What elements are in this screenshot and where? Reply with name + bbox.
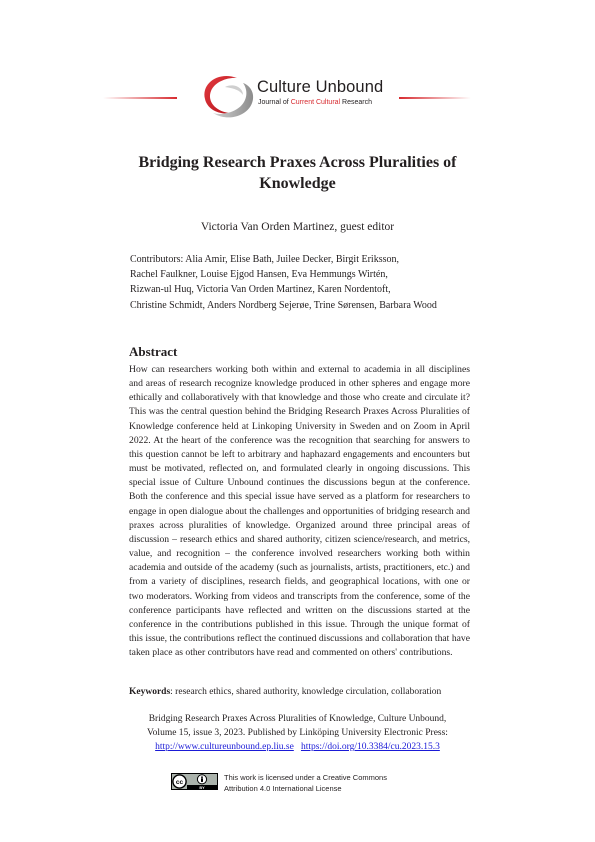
- article-title: Bridging Research Praxes Across Pluralities of Knowledge: [138, 154, 457, 192]
- contributors-line: Rizwan-ul Huq, Victoria Van Orden Martinez, Karen Nordentoft,: [130, 284, 391, 296]
- contributors-line: Rachel Faulkner, Louise Ejgod Hansen, Eva Hemmungs Wirtén,: [130, 269, 388, 281]
- keywords-label: Keywords: [129, 687, 171, 697]
- citation-line: Volume 15, issue 3, 2023. Published by Linköping University Electronic Press:: [147, 728, 448, 738]
- license-notice: [224, 773, 387, 794]
- contributors-line: Contributors: Alia Amir, Elise Bath, Juilee Decker, Birgit Eriksson,: [130, 254, 399, 265]
- license-line: This work is licensed under a Creative Commons: [224, 773, 387, 782]
- journal-name: Culture Unbound: [257, 78, 384, 96]
- doi-link[interactable]: https://doi.org/10.3384/cu.2023.15.3: [300, 742, 440, 752]
- cc-badge-by: BY: [199, 786, 205, 790]
- contributors-list: [130, 252, 470, 313]
- abstract-heading: Abstract: [129, 344, 178, 359]
- journal-logo-mark: [199, 69, 259, 123]
- journal-website-link[interactable]: http://www.cultureunbound.ep.liu.se: [155, 742, 294, 752]
- cc-by-license-badge[interactable]: [171, 773, 218, 790]
- journal-subtitle: Journal of Current Cultural Research: [258, 99, 373, 106]
- license-line: Attribution 4.0 International License: [224, 783, 342, 793]
- cc-badge-text: cc: [175, 779, 184, 786]
- header-rule-right: [399, 97, 471, 99]
- citation-links: [100, 740, 495, 754]
- keywords-text: : research ethics, shared authority, knowledge circulation, collaboration: [170, 687, 442, 697]
- abstract-text: How can researchers working both within and external to academia in all disciplines and areas of research recognize knowledge produced in other spheres and engage more ethically and collaboratively with that knowledge and those who create and circulate it? This was the central question behind the Bridging Research Praxes Across Pluralities of Knowledge conference held at Linkoping University in Sweden and on Zoom in April 2022. At the heart of the conference was the recognition that searching for answers to this question cannot be left to arbitrary and haphazard engagements and encounters but must be motivated, reflected on, and formulated clearly in ongoing discussions. This special issue of Culture Unbound continues the discussions begun at the conference. Both the conference and this special issue have served as a platform for researchers to engage in open dialogue about the challenges and opportunities of bridging research and praxes across pluralities of knowledge. Organized around three principal areas of discussion – research ethics and shared authority, citizen science/research, and metrics, value, and recognition – the conference involved researchers working both within academia and outside of the academy (such as journalists, artists, practitioners, etc.) and from a variety of disciplines, research fields, and geographical locations, with one or two moderators. Working from videos and transcripts from the conference, some of the conference participants have reflected and written on the discussions started at the conference in the contributions published in this issue. Through the unique format of this issue, the contributions reflect the continued discussions and collaboration that have taken place as other contributors have read and commented on others' contributions.: [129, 364, 470, 659]
- keywords: [129, 687, 474, 697]
- contributors-line: Christine Schmidt, Anders Nordberg Sejerøe, Trine Sørensen, Barbara Wood: [130, 299, 437, 311]
- citation-block: [100, 712, 495, 754]
- guest-editor: Victoria Van Orden Martinez, guest editor: [200, 221, 395, 233]
- header-rule-left: [103, 97, 177, 99]
- citation-line: Bridging Research Praxes Across Pluralities of Knowledge, Culture Unbound,: [148, 714, 447, 724]
